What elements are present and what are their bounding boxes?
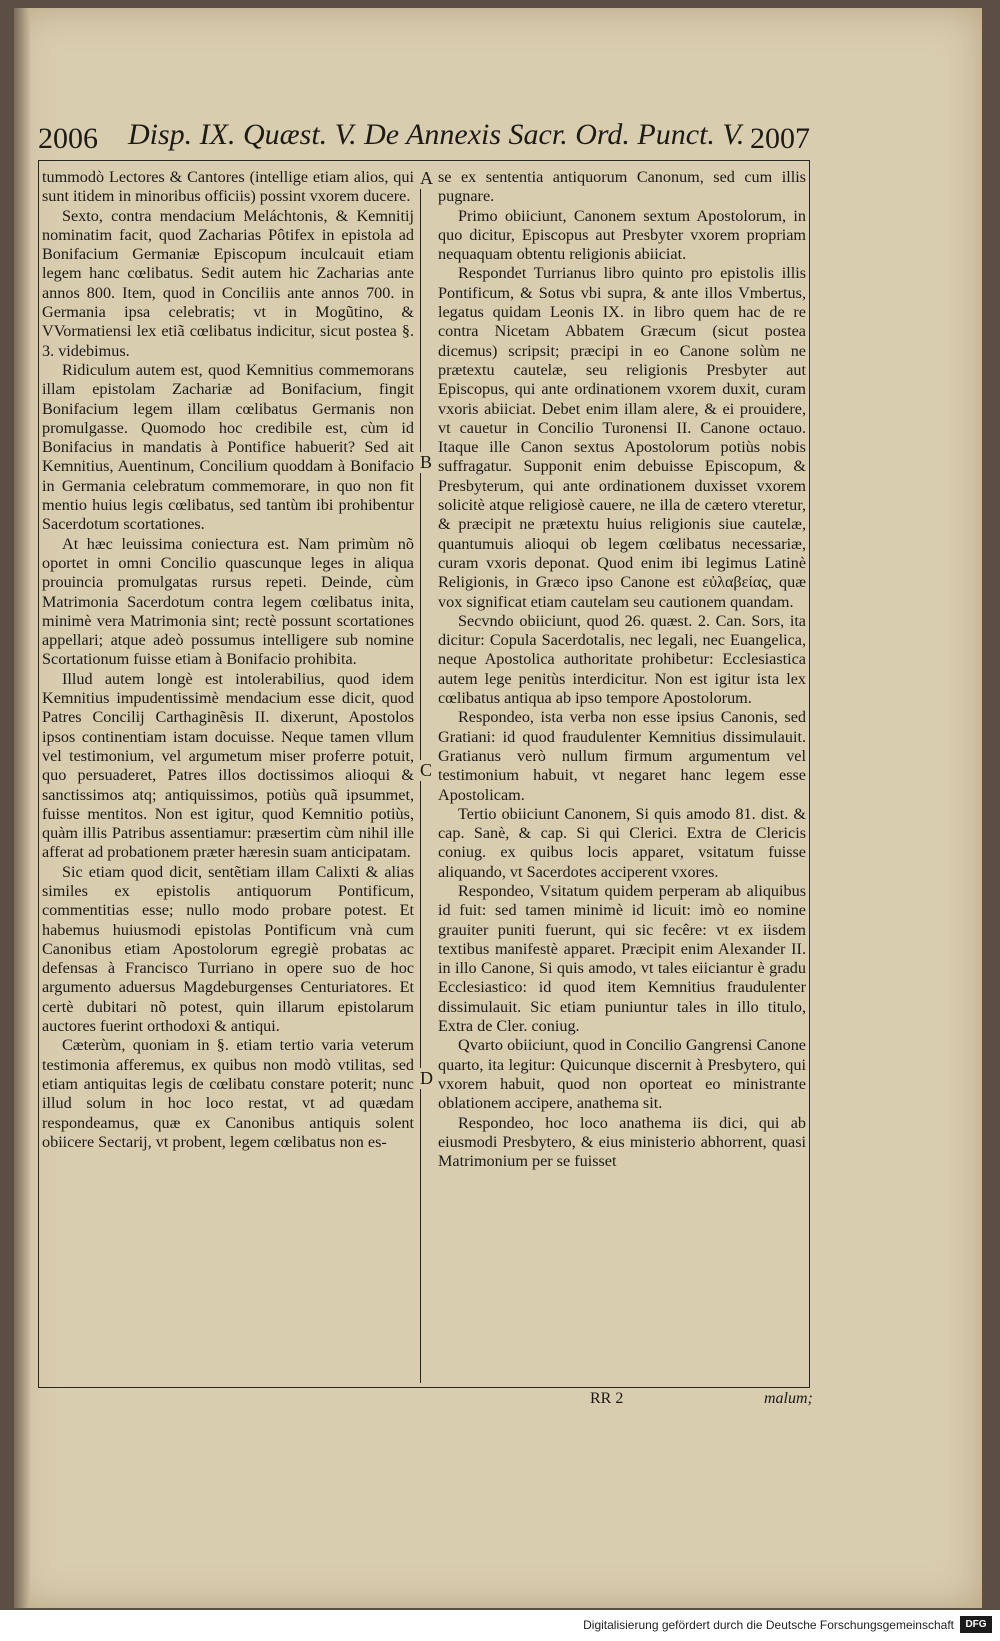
catchword: malum; [764,1390,813,1407]
paragraph: Secvndo obiiciunt, quod 26. quæst. 2. Can. Sors, ita dicitur: Copula Sacerdotalis, nec legali, nec Euangelica, neque Apostolica authoritate prohibetur: Ecclesiastica autem lege penitùs interdicitur. Non est igitur ista lex cœlibatus antiqua ab ipso tempore Apostolorum. [438,611,806,708]
page-number-left: 2006 [38,122,98,155]
paragraph: Respondeo, Vsitatum quidem perperam ab aliquibus id fuit: sed tamen minimè id licuit: imò eo nomine grauiter puniti fuerunt, qui sic fecêre: vt ex iisdem textibus manifestè apparet. Præcipit enim Alexander II. in illo Canone, Si quis amodo, vt tales eiiciantur è gradu Ecclesiastico: id quod item Kemnitius fraudulenter dissimulauit. Sic etiam puniuntur tales in illo titulo, Extra de Cler. coniug. [438,881,806,1036]
paragraph: tummodò Lectores & Cantores (intellige etiam alios, qui sunt itidem in minoribus officiis) possint vxorem ducere. [42,168,414,206]
paragraph: Illud autem longè est intolerabilius, quod idem Kemnitius impudentissimè mendacium esse dicit, quod Patres Concilij Carthaginẽsis II. dixerunt, Apostolos ipsos continentiam istam docuisse. Neque tamen vllum vel testimonium, vel argumetum miser proferre potuit, quo persuaderet, Patres illos doctissimos alioqui & sanctissimos atq; antiquissimos, potiùs quã ipsummet, fuisse mentitos. Non est igitur, quod Kemnitio potiùs, quàm illis Patribus assentiamur: præsertim cùm nihil ille afferat ad probationem præter hæresin suam anticipatam. [42,669,414,862]
page-gutter [14,8,30,1608]
paragraph: Sexto, contra mendacium Meláchtonis, & Kemnitij nominatim facit, quod Zacharias Pôtifex in epistola ad Bonifacium Germaniæ Episcopum inculcauit etiam legem hanc cœlibatus. Sedit autem hic Zacharias ante annos 800. Item, quod in Conciliis ante annos 700. in Germania ipsa celebratis; vt in Mogũtino, & VVormatiensi lex etiã cœlibatus indicitur, sicut postea §. 3. videbimus. [42,206,414,360]
right-column [438,168,806,1171]
paragraph: Qvarto obiiciunt, quod in Concilio Gangrensi Canone quarto, ita legitur: Quicunque discernit à Presbytero, qui vxorem habuit, quod non oporteat eo ministrante oblationem accipere, anathema sit. [438,1036,806,1113]
paragraph: Tertio obiiciunt Canonem, Si quis amodo 81. dist. & cap. Sanè, & cap. Si qui Clerici. Extra de Clericis coniug. ex quibus locis apparet, vsitatum fuisse aliquando, vt Sacerdotes acciperent vxores. [438,804,806,881]
paragraph: Ridiculum autem est, quod Kemnitius commemorans illam epistolam Zachariæ ad Bonifacium, fingit Bonifacium legem illam cœlibatus Germanis non promulgasse. Quomodo hoc credibile est, cùm id Bonifacius in mandatis à Pontifice habuerit? Sed ait Kemnitius, Auentinum, Concilium quoddam à Bonifacio in Germania celebratum commemorare, in quo non fit mentio huius legis cœlibatus, sed tantùm ibi prohibentur Sacerdotum scortationes. [42,360,414,534]
credit-text: Digitalisierung gefördert durch die Deutsche Forschungsgemeinschaft [583,1618,954,1632]
running-header [38,118,810,162]
signature-mark: RR 2 [590,1390,624,1407]
margin-letter-c: C [420,760,433,780]
left-column [42,168,414,1152]
paragraph: Sic etiam quod dicit, sentẽtiam illam Calixti & alias similes ex epistolis antiquorum Pontificum, commentitias esse; nullo modo probare potest. Et habemus huiusmodi epistolas Pontificum vnà cum Canonibus etiam Apostolorum egregiè probatas ac defensas à Francisco Turriano in opere suo de hoc argumento aduersus Magdeburgenses Centuriatores. Et certè dubitari nõ potest, quin illarum epistolarum auctores fuerint orthodoxi & antiqui. [42,862,414,1036]
dfg-logo-icon: DFG [960,1616,992,1633]
margin-letter-d: D [420,1068,433,1088]
paragraph: se ex sententia antiquorum Canonum, sed cum illis pugnare. [438,168,806,206]
margin-letter-a: A [420,168,433,188]
paragraph: Cæterùm, quoniam in §. etiam tertio varia veterum testimonia afferemus, ex quibus non modò vtilitas, sed etiam antiquitas legis de cœlibatu constare poterit; nunc illud solum in hoc loco restat, vt ad quædam respondeamus, quæ ex Canonibus antiquis solent obiicere Sectarij, vt probent, legem cœlibatus non es- [42,1036,414,1151]
paragraph: Respondeo, hoc loco anathema iis dici, qui ab eiusmodi Presbytero, & eius ministerio abhorrent, quasi Matrimonium per se fuisset [438,1113,806,1171]
paragraph: At hæc leuissima coniectura est. Nam primùm nõ oportet in omni Concilio quascunque leges in aliqua prouincia promulgatas rursus repeti. Deinde, cùm Matrimonia Sacerdotum contra legem cœlibatus inita, minimè vera Matrimonia sint; rectè possunt scortationes appellari; atque adeò possumus intelligere sub nomine Scortationum fuisse etiam à Bonifacio prohibita. [42,534,414,669]
page-number-right: 2007 [750,122,810,155]
paragraph: Respondet Turrianus libro quinto pro epistolis illis Pontificum, & Sotus vbi supra, & ante illos Vmbertus, legatus quidam Leonis IX. in libro quem hac de re contra Nicetam Abbatem Græcum (sicut postea dicemus) scripsit; præcipi in eo Canone solùm ne prætextu cautelæ, seu religionis Presbyter aut Episcopus, qui ante ordinationem vxorem duxit, curam vxoris abiiciat. Debet enim illam alere, & ei prouidere, vt cauetur in Concilio Turonensi II. Canone octauo. Itaque ille Canon sextus Apostolorum potiùs nobis suffragatur. Supponit enim debuisse Episcopum, & Presbyterum, qui ante ordinationem duxisset vxorem solicitè atque religiosè cauere, ne illa de cætero vteretur, & præcipit ne prætextu huius religionis siue cautelæ, quantumuis alioqui ob legem cœlibatus necessariæ, curam vxoris deponat. Quod enim ibi legimus Latinè Religionis, in Græco ipso Canone est εὐλαβείας, quæ vox significat etiam cautelam seu cautionem quandam. [438,264,806,611]
paragraph: Primo obiiciunt, Canonem sextum Apostolorum, in quo dicitur, Episcopus aut Presbyter vxorem propriam nequaquam obtentu religionis abiiciat. [438,206,806,264]
credit-bar [0,1610,1000,1641]
running-title: Disp. IX. Quæst. V. De Annexis Sacr. Ord. Punct. V. [128,118,745,151]
margin-letter-b: B [420,452,433,472]
paragraph: Respondeo, ista verba non esse ipsius Canonis, sed Gratiani: id quod fraudulenter Kemnitius dissimulauit. Gratianus verò nullum firmum argumentum vel testimonium habuit, vt negaret hanc legem esse Apostolicam. [438,708,806,804]
